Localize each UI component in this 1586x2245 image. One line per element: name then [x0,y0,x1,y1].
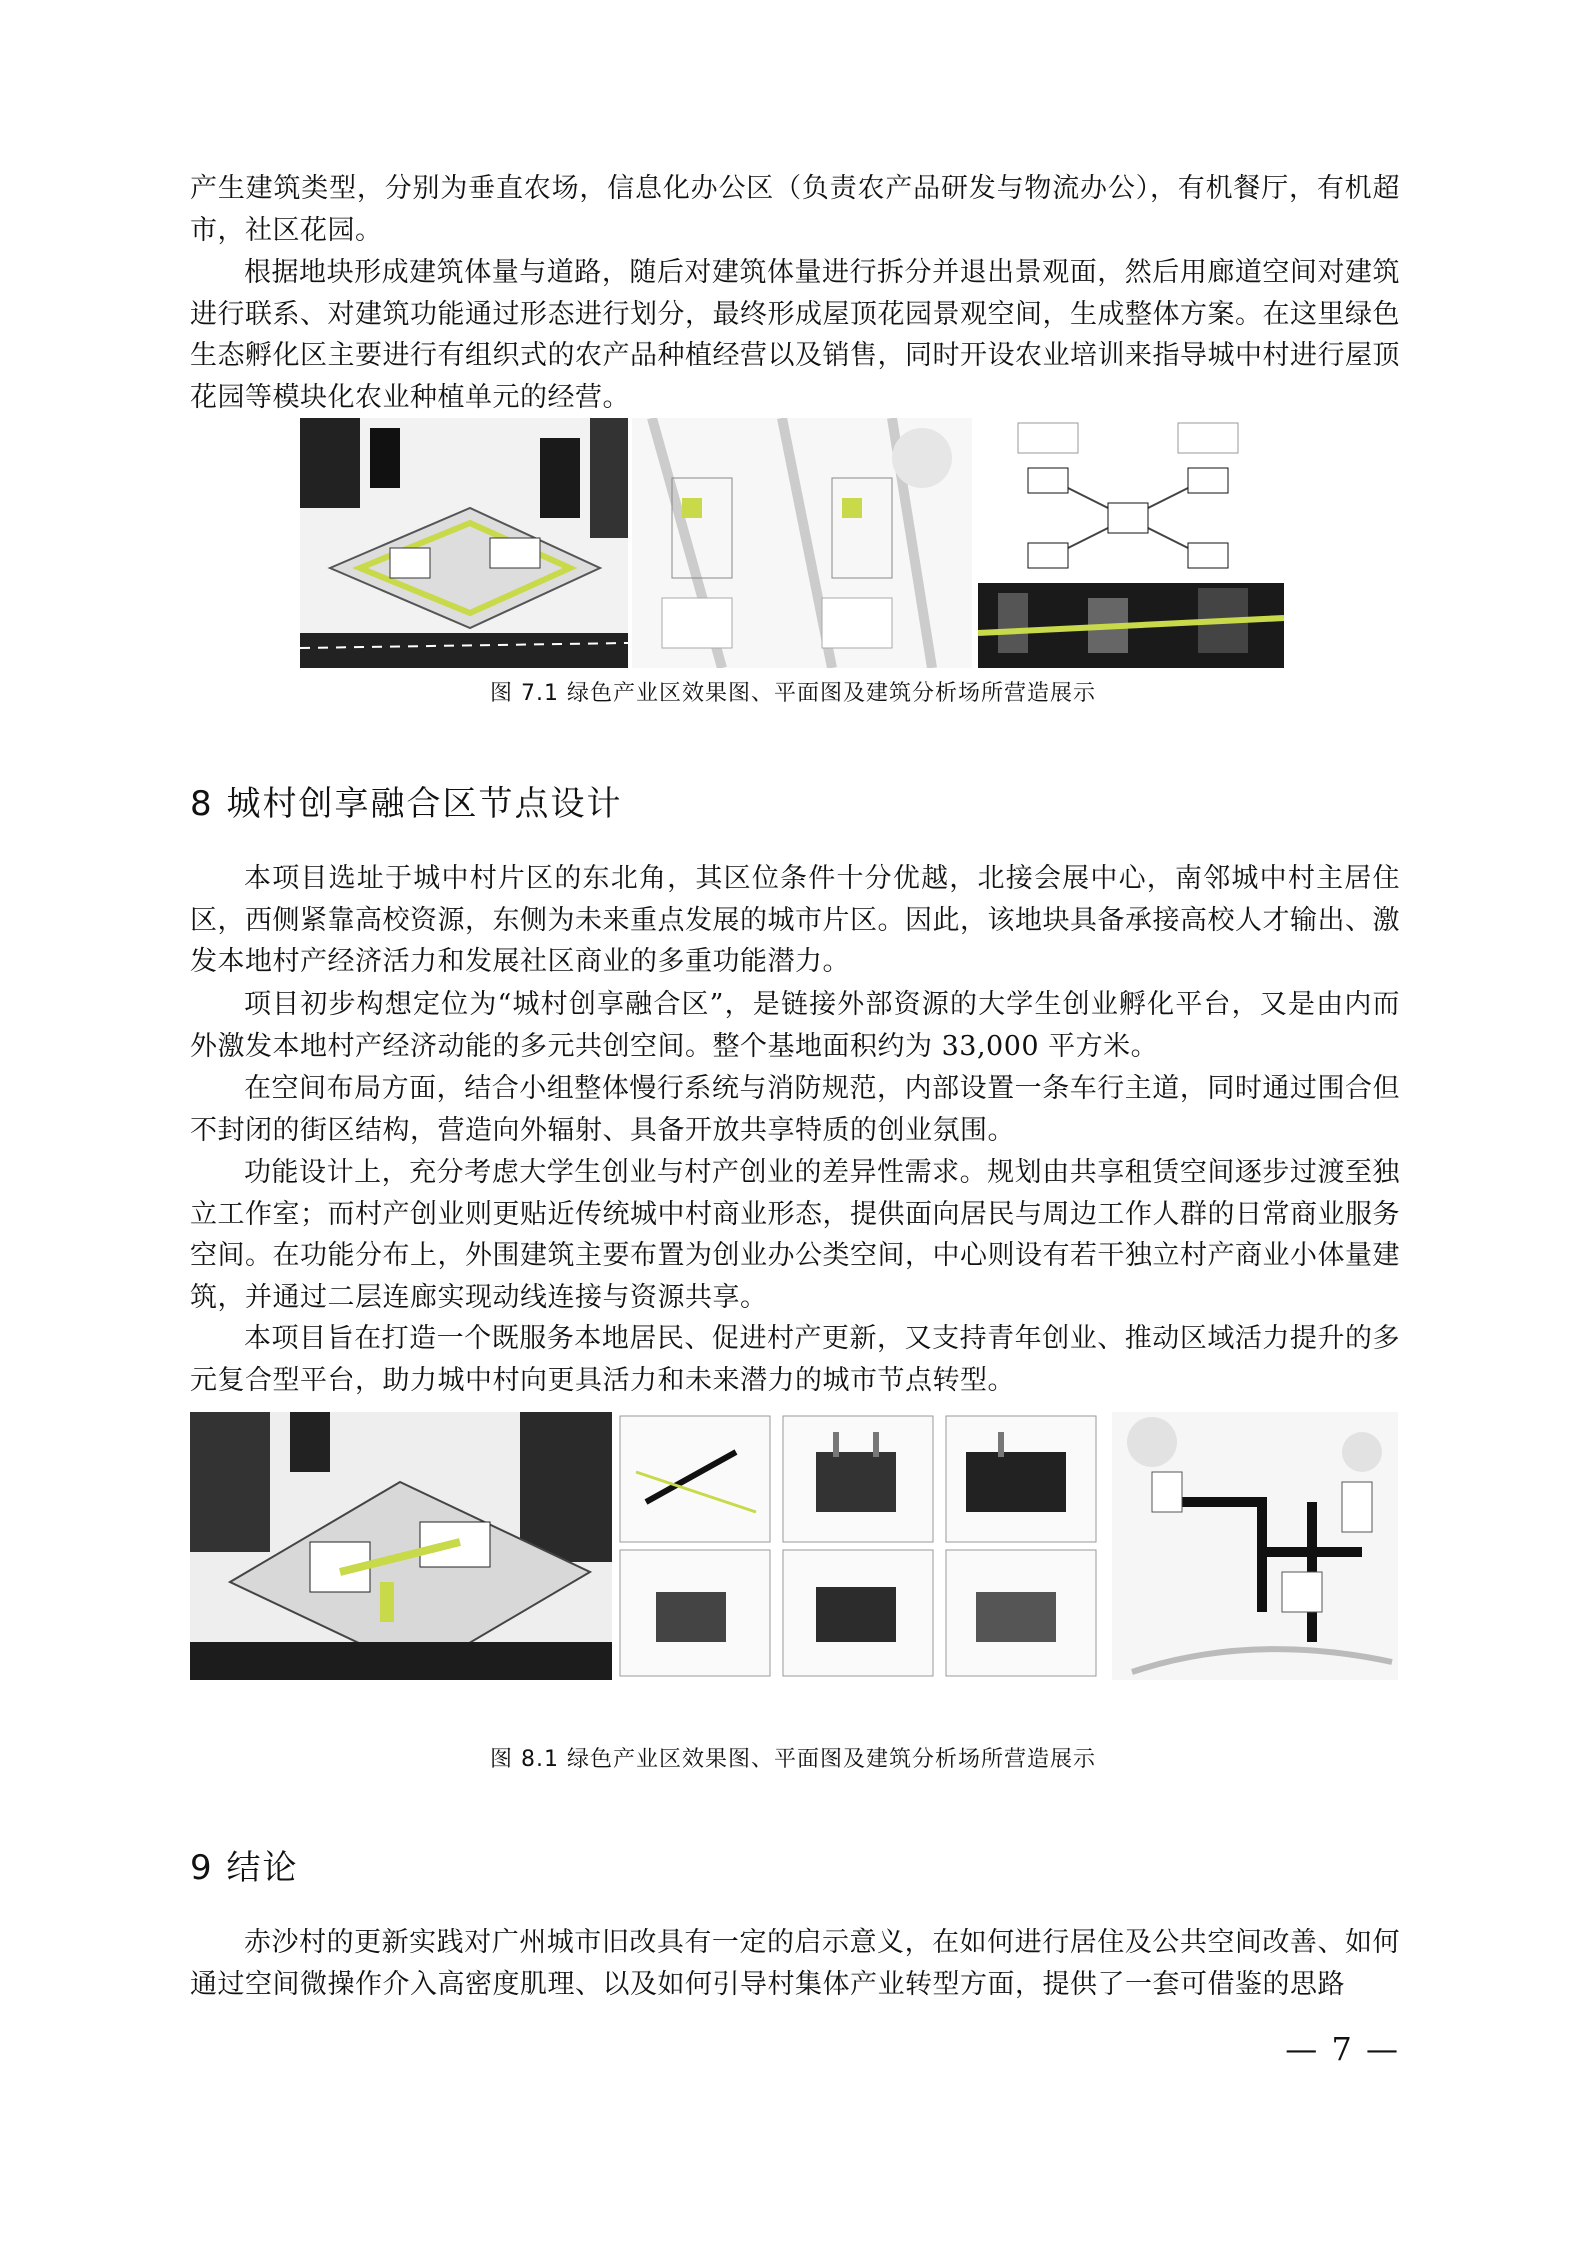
figure-8-1-site-plan [1112,1412,1398,1680]
section-8-paragraph-4: 功能设计上，充分考虑大学生创业与村产创业的差异性需求。规划由共享租赁空间逐步过渡至独立工作室；而村产创业则更贴近传统城中村商业形态，提供面向居民与周边工作人群的日常商业服务空间。在功能分布上，外围建筑主要布置为创业办公类空间，中心则设有若干独立村产商业小体量建筑，并通过二层连廊实现动线连接与资源共享。 [190,1157,1400,1313]
figure-7-1-caption: 图 7.1 绿色产业区效果图、平面图及建筑分析场所营造展示 [490,681,1096,706]
intro-paragraph-2: 根据地块形成建筑体量与道路，随后对建筑体量进行拆分并退出景观面，然后用廊道空间对建筑进行联系、对建筑功能通过形态进行划分，最终形成屋顶花园景观空间，生成整体方案。在这里绿色生态孵化区主要进行有组织式的农产品种植经营以及销售，同时开设农业培训来指导城中村进行屋顶花园等模块化农业种植单元的经营。 [190,257,1400,413]
section-8-paragraph-3: 在空间布局方面，结合小组整体慢行系统与消防规范，内部设置一条车行主道，同时通过围合但不封闭的街区结构，营造向外辐射、具备开放共享特质的创业氛围。 [190,1073,1400,1146]
section-9-paragraph-1: 赤沙村的更新实践对广州城市旧改具有一定的启示意义，在如何进行居住及公共空间改善、如何通过空间微操作介入高密度肌理、以及如何引导村集体产业转型方面，提供了一套可借鉴的思路 [190,1927,1400,2000]
figure-7-1-site-plans [632,418,972,668]
figure-8-1-perspective-render [190,1412,612,1680]
section-8-heading: 8 城村创享融合区节点设计 [190,784,623,824]
section-8-paragraph-2: 项目初步构想定位为“城村创享融合区”，是链接外部资源的大学生创业孵化平台，又是由内而外激发本地村产经济动能的多元共创空间。整个基地面积约为 33,000 平方米。 [190,989,1400,1062]
figure-7-1-analysis-diagram [978,418,1284,668]
figure-7-1-perspective-render [300,418,628,668]
section-9-heading: 9 结论 [190,1848,299,1888]
figure-8-1-caption: 图 8.1 绿色产业区效果图、平面图及建筑分析场所营造展示 [490,1747,1096,1772]
intro-paragraph-1: 产生建筑类型，分别为垂直农场，信息化办公区（负责农产品研发与物流办公），有机餐厅，有机超市，社区花园。 [190,173,1400,246]
figure-8-1-analysis-diagrams [616,1412,1100,1680]
page-number: — 7 — [1285,2030,1400,2068]
section-8-paragraph-5: 本项目旨在打造一个既服务本地居民、促进村产更新，又支持青年创业、推动区域活力提升的多元复合型平台，助力城中村向更具活力和未来潜力的城市节点转型。 [190,1323,1400,1396]
section-8-paragraph-1: 本项目选址于城中村片区的东北角，其区位条件十分优越，北接会展中心，南邻城中村主居住区，西侧紧靠高校资源，东侧为未来重点发展的城市片区。因此，该地块具备承接高校人才输出、激发本地村产经济活力和发展社区商业的多重功能潜力。 [190,863,1400,977]
